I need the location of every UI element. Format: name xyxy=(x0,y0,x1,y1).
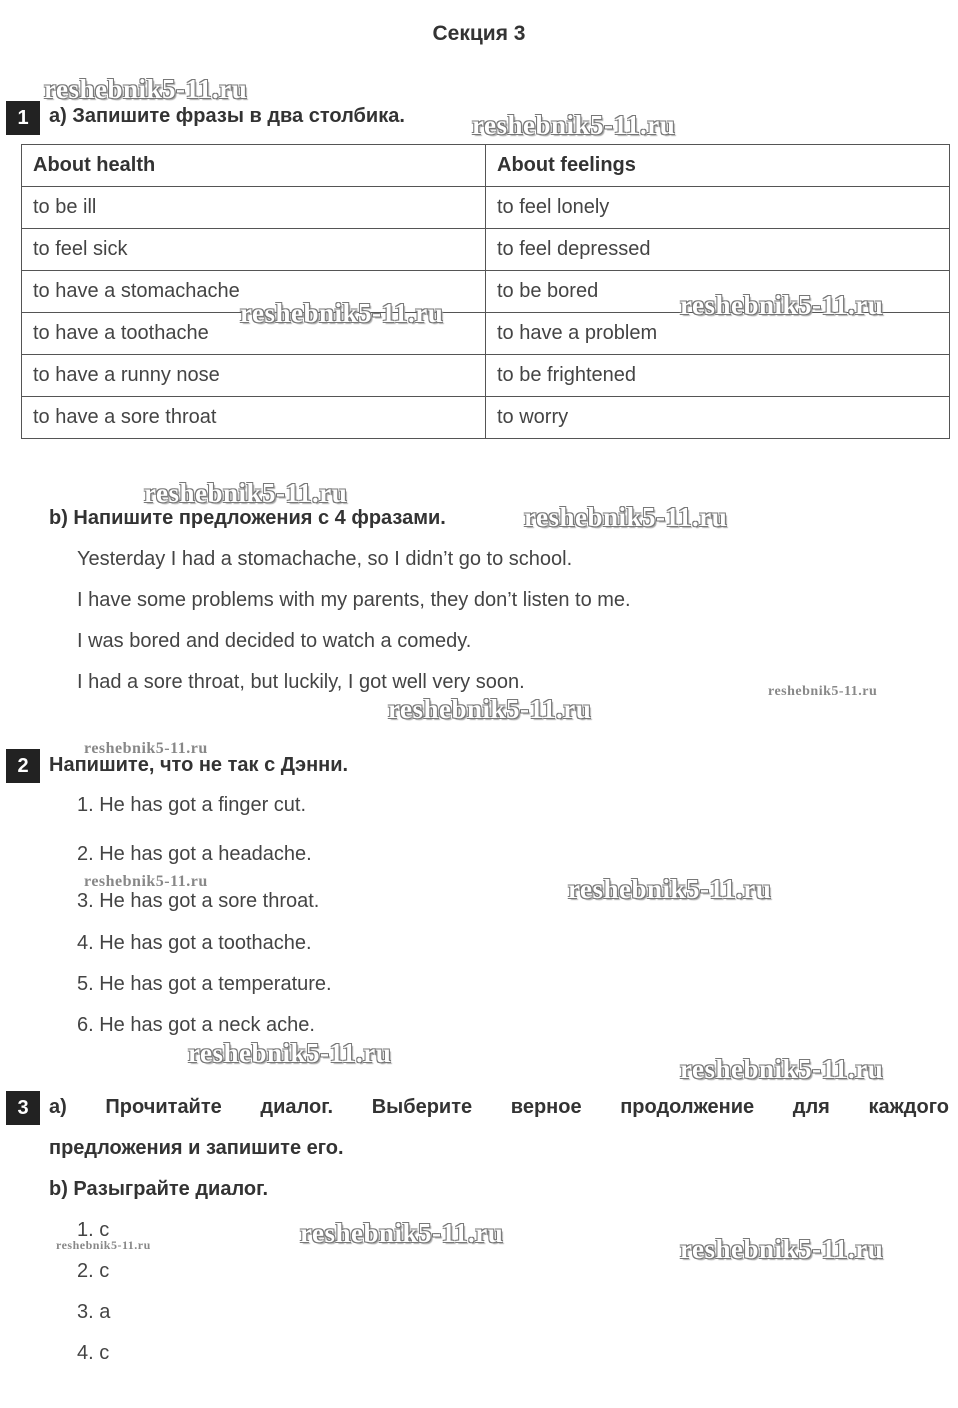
table-cell: to have a toothache xyxy=(22,313,486,355)
table-row xyxy=(22,229,950,271)
table-cell: to be bored xyxy=(486,271,950,313)
table-row xyxy=(22,187,950,229)
column-header-health: About health xyxy=(22,145,486,187)
watermark: reshebnik5-11.ru xyxy=(300,1218,504,1248)
table-cell: to worry xyxy=(486,397,950,439)
sentence-2: I have some problems with my parents, they don’t listen to me. xyxy=(77,589,631,611)
watermark: reshebnik5-11.ru xyxy=(388,694,592,724)
sentence-3: I was bored and decided to watch a comedy. xyxy=(77,630,472,652)
answer-line: 1. He has got a finger cut. xyxy=(77,794,307,816)
watermark: reshebnik5-11.ru xyxy=(472,110,676,140)
watermark: reshebnik5-11.ru xyxy=(680,1234,884,1264)
sentence-1: Yesterday I had a stomachache, so I didn’t go to school. xyxy=(77,548,573,570)
task1-part-b-heading: b) Напишите предложения с 4 фразами. xyxy=(49,507,446,529)
table-cell: to have a stomachache xyxy=(22,271,486,313)
table-cell: to have a problem xyxy=(486,313,950,355)
answer-line: 1. c xyxy=(77,1219,110,1241)
answer-line: 5. He has got a temperature. xyxy=(77,973,332,995)
watermark: reshebnik5-11.ru xyxy=(768,684,878,699)
watermark: reshebnik5-11.ru xyxy=(188,1038,392,1068)
answer-line: 4. c xyxy=(77,1342,110,1364)
watermark: reshebnik5-11.ru xyxy=(84,873,208,890)
watermark: reshebnik5-11.ru xyxy=(44,74,248,104)
answer-line: 3. a xyxy=(77,1301,111,1323)
table-cell: to feel sick xyxy=(22,229,486,271)
table-cell: to feel depressed xyxy=(486,229,950,271)
table-header-row xyxy=(22,145,950,187)
answer-line: 2. He has got a headache. xyxy=(77,843,312,865)
answer-line: 3. He has got a sore throat. xyxy=(77,890,320,912)
answer-line: 4. He has got a toothache. xyxy=(77,932,312,954)
watermark: reshebnik5-11.ru xyxy=(680,290,884,320)
answer-line: 6. He has got a neck ache. xyxy=(77,1014,315,1036)
task3-part-a-line1: а) Прочитайте диалог. Выберите верное продолжение для каждого xyxy=(49,1096,949,1118)
task-number-2: 2 xyxy=(6,749,40,783)
task3-part-a-line2: предложения и запишите его. xyxy=(49,1137,344,1159)
task2-heading: Напишите, что не так с Дэнни. xyxy=(49,754,349,776)
task-number-1: 1 xyxy=(6,101,40,135)
table-cell: to have a runny nose xyxy=(22,355,486,397)
watermark: reshebnik5-11.ru xyxy=(56,1238,151,1252)
table-cell: to be ill xyxy=(22,187,486,229)
task3-part-b-heading: b) Разыграйте диалог. xyxy=(49,1178,268,1200)
watermark: reshebnik5-11.ru xyxy=(144,478,348,508)
task-number-3: 3 xyxy=(6,1091,40,1125)
watermark: reshebnik5-11.ru xyxy=(240,298,444,328)
watermark: reshebnik5-11.ru xyxy=(84,740,208,757)
answer-line: 2. c xyxy=(77,1260,110,1282)
page-title: Секция 3 xyxy=(432,22,526,45)
table-cell: to feel lonely xyxy=(486,187,950,229)
watermark: reshebnik5-11.ru xyxy=(524,502,728,532)
table-row xyxy=(22,355,950,397)
watermark: reshebnik5-11.ru xyxy=(568,874,772,904)
table-cell: to have a sore throat xyxy=(22,397,486,439)
table-cell: to be frightened xyxy=(486,355,950,397)
watermark: reshebnik5-11.ru xyxy=(680,1054,884,1084)
column-header-feelings: About feelings xyxy=(486,145,950,187)
task1-part-a-heading: а) Запишите фразы в два столбика. xyxy=(49,105,405,127)
sentence-4: I had a sore throat, but luckily, I got well very soon. xyxy=(77,671,525,693)
table-row xyxy=(22,397,950,439)
